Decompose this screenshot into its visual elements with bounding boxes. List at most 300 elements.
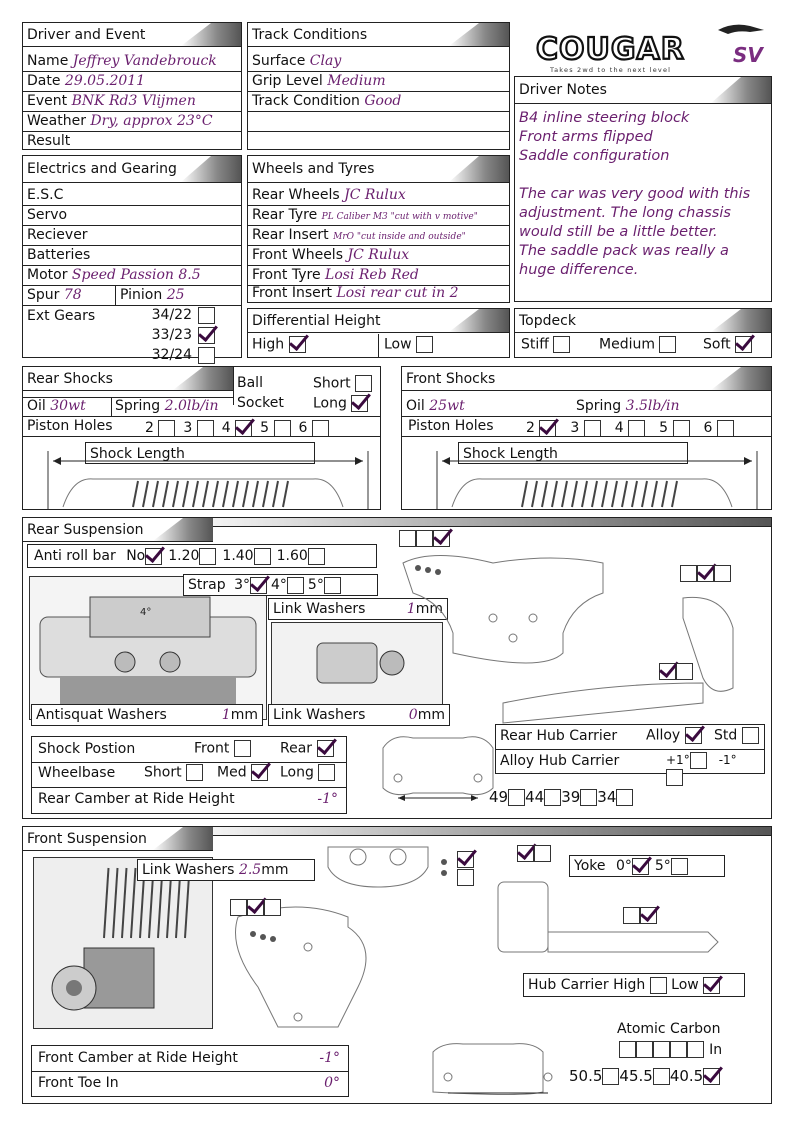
front-spacing-checkbox[interactable] — [653, 1068, 670, 1085]
rear-piston-label: 3 — [183, 420, 193, 436]
front-photo-drawing — [34, 858, 212, 1028]
yoke-option[interactable] — [655, 858, 688, 874]
spring-coil — [642, 481, 647, 507]
front-piston-options — [526, 417, 748, 437]
spring-coil — [283, 481, 288, 507]
hub-std-checkbox[interactable] — [742, 727, 759, 744]
note-line[interactable]: would still be a little better. — [519, 224, 718, 240]
antiroll-row: Anti roll bar No 1.20 1.40 1.60 — [27, 544, 377, 568]
rear-suspension-panel — [22, 517, 772, 819]
wheelbase-short[interactable]: Short — [144, 764, 203, 781]
alloy-hub-label: Alloy Hub Carrier — [500, 753, 620, 769]
rear-spacing-option[interactable] — [561, 788, 597, 806]
front-piston-checkbox[interactable] — [717, 420, 734, 437]
note-line[interactable]: Front arms flipped — [519, 129, 653, 145]
rear-arm-hole-1[interactable] — [659, 663, 676, 680]
topdeck-medium-checkbox[interactable] — [659, 336, 676, 353]
rear-oil[interactable]: Oil 30wt — [27, 398, 86, 414]
front-tower-holes — [517, 843, 551, 862]
rear-spacing-checkbox[interactable] — [616, 789, 633, 806]
hub-alloy[interactable]: Alloy — [646, 727, 702, 744]
strap-checkbox[interactable] — [287, 577, 304, 594]
hub-alloy-checkbox[interactable] — [685, 727, 702, 744]
front-suspension-header: Front Suspension — [23, 827, 213, 851]
date-row[interactable]: Date 29.05.2011 — [23, 72, 241, 92]
track-header: Track Conditions — [248, 23, 509, 47]
antiroll-checkbox[interactable] — [308, 548, 325, 565]
ball-long-checkbox[interactable] — [351, 395, 368, 412]
alloy-hub-checkbox[interactable] — [690, 752, 707, 769]
front-plate-hole-1[interactable] — [230, 899, 247, 916]
rear-spacing-option[interactable] — [525, 788, 561, 806]
rear-tower-hole-3[interactable] — [714, 565, 731, 582]
spring-coil — [632, 481, 637, 507]
front-spacing-option[interactable] — [670, 1067, 720, 1085]
ext-gear-checkbox[interactable] — [198, 327, 215, 344]
topdeck-stiff[interactable]: Stiff — [521, 336, 570, 353]
cougar-logo-graphic — [528, 22, 773, 74]
rear-piston-checkbox[interactable] — [274, 420, 291, 437]
front-toe-label: Front Toe In — [38, 1075, 119, 1091]
note-line[interactable]: Saddle configuration — [519, 148, 670, 164]
carbon-box-2[interactable] — [636, 1041, 653, 1058]
strap-label: 5° — [307, 577, 324, 593]
ext-gear-label: 34/22 — [151, 307, 192, 323]
wheelbase-short-checkbox[interactable] — [186, 764, 203, 781]
track-conditions-panel — [247, 22, 510, 150]
wheelbase-long[interactable]: Long — [280, 764, 335, 781]
ball-short-option[interactable]: Short — [313, 375, 372, 392]
wheels-header: Wheels and Tyres — [248, 156, 509, 183]
front-insert-row[interactable]: Front Insert Losi rear cut in 2 — [252, 285, 459, 301]
spring-coil — [562, 481, 567, 507]
logo-suffix: SV — [733, 43, 763, 67]
rear-piston-label: 6 — [298, 420, 308, 436]
front-plate-holes — [230, 897, 281, 916]
ext-gears-options — [150, 305, 215, 365]
rear-wheels-row[interactable]: Rear Wheels JC Rulux — [248, 186, 509, 206]
rear-piston-option[interactable] — [299, 420, 329, 436]
weather-value[interactable]: Dry, approx 23°C — [90, 113, 213, 129]
driver-event-panel — [22, 22, 242, 150]
rear-hole-1[interactable] — [399, 530, 416, 547]
note-line[interactable]: The saddle pack was really a — [519, 243, 729, 259]
diff-low-checkbox[interactable] — [416, 336, 433, 353]
front-oil[interactable]: Oil 25wt — [406, 398, 465, 414]
ext-gear-checkbox[interactable] — [198, 307, 215, 324]
result-row[interactable]: Result — [27, 133, 71, 149]
antiroll-option[interactable] — [168, 548, 216, 564]
rear-piston-label: 5 — [260, 420, 270, 436]
rear-piston-label: Piston Holes — [27, 418, 113, 434]
rear-spacing-label: 49 — [489, 788, 509, 806]
track-empty-row-2[interactable] — [248, 132, 509, 152]
front-hole-a1[interactable] — [457, 851, 474, 868]
rear-camber-value[interactable]: -1° — [317, 791, 338, 807]
rear-piston-option[interactable] — [260, 420, 290, 436]
front-camber-value[interactable]: -1° — [319, 1050, 340, 1066]
diff-low-option[interactable]: Low — [384, 336, 433, 353]
alloy-hub-option[interactable] — [666, 753, 707, 767]
carbon-box-5[interactable] — [687, 1041, 704, 1058]
front-piston-option[interactable] — [615, 420, 645, 436]
rear-hub-box — [495, 724, 765, 774]
rear-hole-2[interactable] — [416, 530, 433, 547]
batteries-row[interactable]: Batteries — [23, 246, 241, 266]
rear-piston-option[interactable] — [183, 420, 213, 436]
yoke-label: 0° — [615, 858, 632, 874]
cougar-logo — [528, 22, 773, 74]
front-piston-label: 2 — [526, 420, 535, 436]
yoke-checkbox[interactable] — [632, 858, 649, 875]
wheelbase-long-checkbox[interactable] — [318, 764, 335, 781]
spring-coil — [662, 481, 667, 507]
spring-coil — [203, 481, 208, 507]
rear-spacing-checkbox[interactable] — [580, 789, 597, 806]
front-piston-label: Piston Holes — [408, 418, 494, 434]
rear-camber-label: Rear Camber at Ride Height — [38, 791, 235, 807]
antiroll-option[interactable] — [277, 548, 325, 564]
driver-notes-panel — [514, 76, 772, 302]
diff-header: Differential Height — [248, 309, 509, 333]
front-topdeck-holes-b — [457, 867, 474, 886]
yoke-row: Yoke 0° 5° — [569, 855, 725, 877]
rear-arm-hole-2[interactable] — [676, 663, 693, 680]
rear-spacing-checkbox[interactable] — [544, 789, 561, 806]
note-line[interactable]: adjustment. The long chassis — [519, 205, 731, 221]
photo-degree-label: 4° — [140, 607, 152, 618]
front-arm-hole-2[interactable] — [640, 907, 657, 924]
alloy-hub-option-label: +1° — [666, 753, 690, 767]
front-spacing-label: 50.5 — [569, 1067, 603, 1085]
note-line[interactable]: huge difference. — [519, 262, 639, 278]
logo-tagline: Takes 2wd to the next level — [550, 66, 672, 74]
shock-position-rear[interactable]: Rear — [280, 740, 334, 757]
spring-coil — [104, 868, 109, 938]
front-topdeck-holes-a — [457, 849, 474, 868]
receiver-row[interactable]: Reciever — [23, 226, 241, 246]
front-hole-a2[interactable] — [457, 869, 474, 886]
rear-geometry-box — [31, 736, 347, 814]
ext-gear-option[interactable] — [150, 305, 215, 325]
topdeck-medium[interactable]: Medium — [599, 336, 676, 353]
carbon-box-4[interactable] — [670, 1041, 687, 1058]
topdeck-soft[interactable]: Soft — [703, 336, 752, 353]
front-tower-hole-1[interactable] — [517, 845, 534, 862]
front-piston-option[interactable] — [659, 420, 689, 436]
rear-piston-checkbox[interactable] — [312, 420, 329, 437]
rear-tower-holes — [680, 563, 731, 582]
diff-high-checkbox[interactable] — [289, 336, 306, 353]
spring-coil — [163, 481, 168, 507]
spring-coil — [552, 481, 557, 507]
spring-coil — [173, 481, 178, 507]
ext-gear-label: 33/23 — [151, 327, 192, 343]
wheelbase-med[interactable]: Med — [217, 764, 268, 781]
front-spacing-checkbox[interactable] — [703, 1068, 720, 1085]
carbon-box-1[interactable] — [619, 1041, 636, 1058]
strap-option[interactable] — [271, 577, 304, 593]
strap-label: 4° — [270, 577, 287, 593]
rear-arm-holes — [659, 661, 693, 680]
front-piston-label: 6 — [703, 420, 713, 436]
rear-shocks-panel — [22, 366, 381, 510]
wheelbase-label: Wheelbase — [38, 765, 116, 781]
spring-coil — [133, 481, 138, 507]
track-condition-row[interactable]: Track Condition Good — [248, 92, 509, 112]
front-piston-label: 3 — [570, 420, 580, 436]
ext-gear-label: 32/24 — [151, 347, 192, 363]
diff-high-option[interactable]: High — [252, 336, 306, 353]
strap-checkbox[interactable] — [324, 577, 341, 594]
front-piston-checkbox[interactable] — [584, 420, 601, 437]
wheels-panel — [247, 155, 510, 303]
rear-piston-checkbox[interactable] — [197, 420, 214, 437]
electrics-header: Electrics and Gearing — [23, 156, 241, 183]
carbon-box-3[interactable] — [653, 1041, 670, 1058]
event-row[interactable]: Event BNK Rd3 Vlijmen — [23, 92, 241, 112]
note-line[interactable]: The car was very good with this — [519, 186, 751, 202]
rear-hole-3[interactable] — [433, 530, 450, 547]
rear-piston-checkbox[interactable] — [235, 420, 252, 437]
servo-row[interactable]: Servo — [23, 206, 241, 226]
spring-coil — [113, 868, 118, 938]
front-photo — [33, 857, 213, 1029]
name-row[interactable]: Name Jeffrey Vandebrouck — [23, 52, 241, 72]
rear-topdeck-holes — [399, 528, 450, 547]
antiroll-label: 1.60 — [276, 548, 308, 564]
motor-row[interactable]: Motor Speed Passion 8.5 — [23, 266, 241, 286]
driver-notes-header: Driver Notes — [515, 77, 771, 104]
atomic-carbon-boxes: In — [619, 1039, 722, 1058]
ext-gear-option[interactable] — [150, 345, 215, 365]
alloy-hub-option-label: -1° — [718, 753, 737, 767]
front-spacing-options — [569, 1067, 720, 1085]
topdeck-stiff-checkbox[interactable] — [553, 336, 570, 353]
spur-pinion-row[interactable]: Spur 78 Pinion 25 — [23, 286, 241, 306]
surface-row[interactable]: Surface Clay — [248, 52, 509, 72]
front-shocks-panel — [401, 366, 772, 510]
shock-front-checkbox[interactable] — [234, 740, 251, 757]
front-hub-low-checkbox[interactable] — [703, 977, 720, 994]
hub-std[interactable]: Std — [714, 727, 759, 744]
rear-shock-diagram — [23, 437, 380, 509]
antiroll-checkbox[interactable] — [199, 548, 216, 565]
antiroll-label: No — [126, 548, 146, 564]
event-value[interactable]: BNK Rd3 Vlijmen — [71, 93, 196, 109]
spring-coil — [131, 868, 136, 938]
front-arm-hole-1[interactable] — [623, 907, 640, 924]
name-value[interactable]: Jeffrey Vandebrouck — [72, 53, 217, 69]
spring-coil — [143, 481, 148, 507]
rear-tower-hole-2[interactable] — [697, 565, 714, 582]
spring-coil — [243, 481, 248, 507]
alloy-hub-checkbox[interactable] — [666, 769, 683, 786]
front-spacing-label: 45.5 — [619, 1067, 653, 1085]
front-piston-option[interactable] — [704, 420, 734, 436]
spring-coil — [122, 868, 127, 938]
rear-hub-label: Rear Hub Carrier — [500, 728, 618, 744]
spring-coil — [542, 481, 547, 507]
esc-row[interactable]: E.S.C — [23, 186, 241, 206]
yoke-checkbox[interactable] — [671, 858, 688, 875]
rear-suspension-header: Rear Suspension — [23, 518, 213, 542]
antiroll-options — [120, 548, 325, 564]
rear-piston-checkbox[interactable] — [158, 420, 175, 437]
grip-row[interactable]: Grip Level Medium — [248, 72, 509, 92]
front-suspension-panel — [22, 826, 772, 1104]
front-toe-value[interactable]: 0° — [324, 1075, 340, 1091]
front-shock-length: Shock Length — [458, 442, 688, 464]
spring-coil — [153, 481, 158, 507]
topdeck-header: Topdeck — [515, 309, 771, 333]
spring-coil — [622, 481, 627, 507]
ext-gear-option[interactable] — [150, 325, 215, 345]
front-plate-hole-3[interactable] — [264, 899, 281, 916]
shock-position-front[interactable]: Front — [194, 740, 251, 757]
front-spacing-checkbox[interactable] — [602, 1068, 619, 1085]
strap-option[interactable] — [308, 577, 341, 593]
link-washers-upper-row[interactable]: Link Washers 1mm — [268, 598, 448, 620]
alloy-hub-options — [666, 752, 764, 786]
strap-label: 3° — [234, 577, 250, 593]
spring-coil — [672, 481, 677, 507]
ball-long-option[interactable]: Long — [313, 395, 368, 412]
front-spacing-option[interactable] — [619, 1067, 669, 1085]
spring-coil — [253, 481, 258, 507]
topdeck-soft-checkbox[interactable] — [735, 336, 752, 353]
front-hub-row: Hub Carrier High Low — [523, 973, 745, 997]
front-spacing-option[interactable] — [569, 1067, 619, 1085]
rear-spacing-checkbox[interactable] — [508, 789, 525, 806]
spring-coil — [273, 481, 278, 507]
rear-spacing-label: 34 — [597, 788, 617, 806]
spring-coil — [522, 481, 527, 507]
strap-option[interactable] — [234, 577, 267, 593]
note-line[interactable]: B4 inline steering block — [519, 110, 690, 126]
strap-checkbox[interactable] — [250, 577, 267, 594]
antiroll-label: 1.40 — [222, 548, 254, 564]
front-piston-checkbox[interactable] — [539, 420, 556, 437]
antiroll-label: 1.20 — [168, 548, 200, 564]
shock-position-label: Shock Postion — [38, 741, 136, 757]
rear-piston-label: 2 — [145, 420, 154, 436]
front-piston-label: 4 — [614, 420, 624, 436]
antiroll-option[interactable] — [126, 548, 162, 564]
spring-coil — [213, 481, 218, 507]
rear-shocks-header: Rear Shocks — [23, 367, 233, 391]
rear-tower-hole-1[interactable] — [680, 565, 697, 582]
spring-coil — [263, 481, 268, 507]
rear-piston-label: 4 — [221, 420, 231, 436]
rear-hub-photo-drawing — [30, 577, 266, 719]
front-hub-high-checkbox[interactable] — [650, 977, 667, 994]
spring-coil — [532, 481, 537, 507]
rear-piston-option[interactable] — [222, 420, 252, 436]
rear-shock-length: Shock Length — [85, 442, 315, 464]
front-hub-low[interactable]: Low — [671, 977, 720, 993]
spring-coil — [652, 481, 657, 507]
socket-label: Socket — [237, 395, 284, 411]
spring-coil — [233, 481, 238, 507]
front-tower-hole-2[interactable] — [534, 845, 551, 862]
strap-row: Strap 3° 4° 5° — [183, 574, 378, 596]
front-alignment-box — [31, 1045, 349, 1097]
yoke-option[interactable] — [616, 858, 649, 874]
front-piston-checkbox[interactable] — [673, 420, 690, 437]
track-empty-row-1[interactable] — [248, 112, 509, 132]
ext-gears-label: Ext Gears — [27, 308, 96, 324]
front-wheels-row[interactable]: Front Wheels JC Rulux — [248, 246, 509, 266]
rear-insert-row[interactable]: Rear Insert MrO "cut inside and outside" — [248, 226, 509, 246]
diff-height-panel — [247, 308, 510, 358]
electrics-panel — [22, 155, 242, 363]
rear-piston-option[interactable] — [145, 420, 175, 436]
spring-coil — [612, 481, 617, 507]
rear-tyre-row[interactable]: Rear Tyre PL Caliber M3 "cut with v motive" — [248, 206, 509, 226]
atomic-carbon-label: Atomic Carbon — [617, 1021, 721, 1037]
antiroll-checkbox[interactable] — [145, 548, 162, 565]
rear-spacing-option[interactable] — [489, 788, 525, 806]
note-line[interactable] — [519, 166, 769, 185]
rear-spacing-label: 44 — [525, 788, 545, 806]
front-camber-label: Front Camber at Ride Height — [38, 1050, 238, 1066]
driver-event-header: Driver and Event — [23, 23, 241, 47]
strap-options — [230, 577, 341, 593]
antiroll-option[interactable] — [222, 548, 270, 564]
front-piston-checkbox[interactable] — [628, 420, 645, 437]
antiroll-checkbox[interactable] — [254, 548, 271, 565]
driver-notes-text[interactable] — [519, 109, 769, 280]
front-spacing-label: 40.5 — [669, 1067, 704, 1085]
rear-spring[interactable]: Spring 2.0lb/in — [115, 398, 219, 414]
front-piston-option[interactable] — [570, 420, 600, 436]
rear-spacing-label: 39 — [561, 788, 581, 806]
ext-gear-checkbox[interactable] — [198, 347, 215, 364]
spring-coil — [193, 481, 198, 507]
spring-coil — [592, 481, 597, 507]
front-shock-diagram — [402, 437, 771, 509]
spring-coil — [582, 481, 587, 507]
rear-spacing-options — [489, 788, 633, 806]
front-arm-holes — [623, 905, 657, 924]
yoke-options — [610, 858, 688, 874]
antisquat-row[interactable]: Antisquat Washers 1mm — [31, 704, 263, 726]
topdeck-panel — [514, 308, 772, 358]
rear-hub-photo — [29, 576, 267, 720]
front-plate-hole-2[interactable] — [247, 899, 264, 916]
weather-row[interactable]: Weather Dry, approx 23°C — [23, 112, 241, 132]
front-piston-option[interactable] — [526, 420, 556, 436]
spring-coil — [602, 481, 607, 507]
front-spring[interactable]: Spring 3.5lb/in — [576, 398, 680, 414]
logo-text: COUGAR — [536, 32, 685, 67]
front-hub-high[interactable]: High — [613, 977, 667, 993]
front-link-washers-row[interactable]: Link Washers 2.5mm — [137, 859, 315, 881]
date-value[interactable]: 29.05.2011 — [64, 73, 146, 89]
yoke-label: 5° — [654, 858, 671, 874]
front-piston-label: 5 — [659, 420, 669, 436]
front-tyre-row[interactable]: Front Tyre Losi Reb Red — [248, 266, 509, 286]
rear-spacing-option[interactable] — [597, 788, 633, 806]
wheelbase-med-checkbox[interactable] — [251, 764, 268, 781]
rear-piston-options — [145, 417, 337, 437]
link-washers-lower-row[interactable]: Link Washers 0mm — [268, 704, 450, 726]
spring-coil — [223, 481, 228, 507]
ball-label: Ball — [237, 375, 263, 391]
front-shocks-header: Front Shocks — [402, 367, 771, 391]
shock-rear-checkbox[interactable] — [317, 740, 334, 757]
